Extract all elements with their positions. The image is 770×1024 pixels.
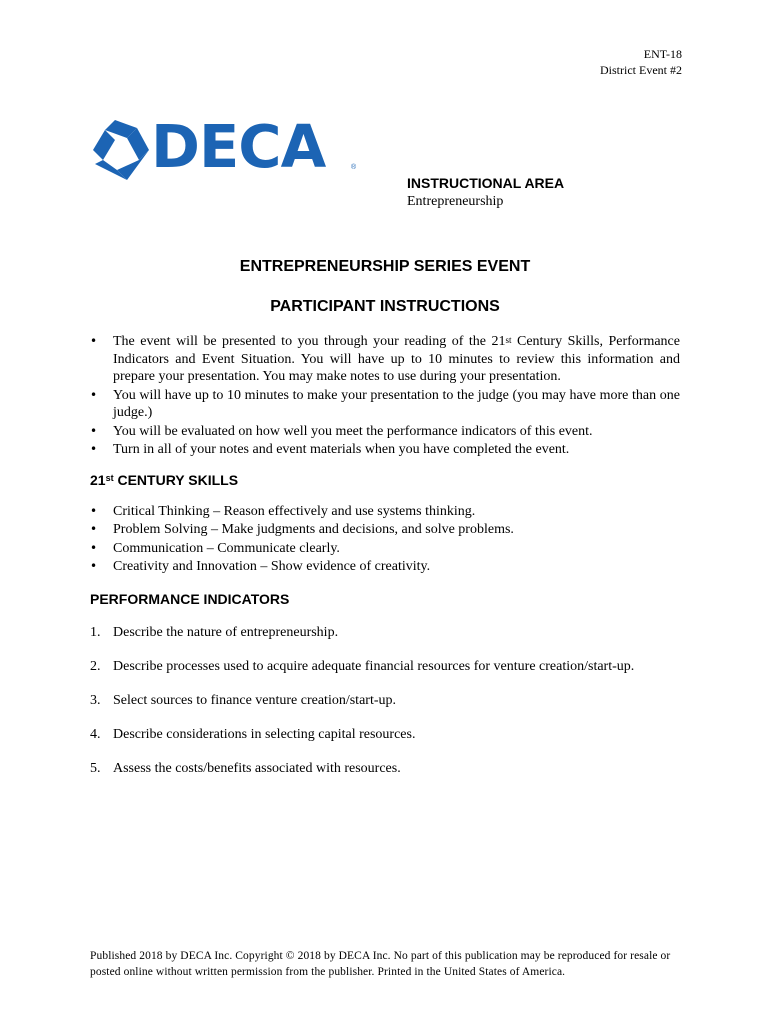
bullet-icon: • [90, 442, 98, 456]
list-item: • The event will be presented to you through your reading of the 21st Century Skills, Performance Indicators and Event Situation. You will have up to 10 minutes to review this information and prepare your presentation. You may make notes to use during your presentation. [90, 334, 680, 384]
event-code: ENT-18 [643, 47, 682, 61]
performance-indicators-heading: PERFORMANCE INDICATORS [90, 590, 290, 607]
list-item: • Communication – Communicate clearly. [90, 540, 340, 556]
instructions-list [90, 333, 680, 459]
list-item: • Problem Solving – Make judgments and decisions, and solve problems. [90, 522, 514, 537]
instructional-area-value: Entrepreneurship [407, 194, 504, 209]
deca-logo [93, 112, 363, 181]
registered-mark: ® [351, 164, 357, 171]
instructional-area [407, 174, 564, 211]
list-item: • You will be evaluated on how well you meet the performance indicators of this event. [90, 423, 593, 439]
bullet-icon: • [90, 522, 98, 536]
list-item: • Critical Thinking – Reason effectively and use systems thinking. [90, 503, 476, 519]
instructional-area-label: INSTRUCTIONAL AREA [407, 175, 565, 191]
item-number: 3. [90, 692, 101, 708]
copyright-footer: Published 2018 by DECA Inc. Copyright © 2018 by DECA Inc. No part of this publication may be reproduced for resale or posted online without written permission from the publisher. Printed in the United States of America. [90, 950, 671, 978]
document-code-block [600, 46, 682, 78]
list-item: 4. Describe considerations in selecting capital resources. [90, 726, 416, 742]
event-title: ENTREPRENEURSHIP SERIES EVENT [239, 258, 531, 275]
deca-diamond-icon [93, 120, 149, 180]
skills-list [90, 503, 680, 576]
skills-heading: 21st CENTURY SKILLS [90, 471, 239, 488]
bullet-icon: • [90, 540, 98, 555]
list-item: 2. Describe processes used to acquire adequate financial resources for venture creation/start-up. [90, 658, 635, 674]
bullet-icon: • [90, 559, 98, 573]
list-item: 3. Select sources to finance venture creation/start-up. [90, 692, 396, 708]
item-number: 5. [90, 760, 101, 776]
list-item: 5. Assess the costs/benefits associated with resources. [90, 760, 401, 776]
list-item: • You will have up to 10 minutes to make your presentation to the judge (you may have more than one judge.) [90, 387, 680, 420]
list-item: • Creativity and Innovation – Show evidence of creativity. [90, 559, 431, 574]
district-event-label: District Event #2 [600, 63, 682, 77]
bullet-icon: • [90, 423, 98, 438]
item-number: 4. [90, 726, 101, 742]
list-item: 1. Describe the nature of entrepreneurship. [90, 624, 339, 640]
performance-indicators-list [90, 624, 680, 778]
bullet-icon: • [90, 503, 98, 518]
list-item: • Turn in all of your notes and event materials when you have completed the event. [90, 442, 570, 457]
main-content [90, 333, 680, 794]
instructions-title: PARTICIPANT INSTRUCTIONS [270, 298, 500, 315]
bullet-icon: • [90, 334, 98, 348]
bullet-icon: • [90, 387, 98, 402]
item-number: 1. [90, 624, 101, 640]
item-number: 2. [90, 658, 101, 674]
deca-wordmark: DECA [151, 112, 326, 181]
